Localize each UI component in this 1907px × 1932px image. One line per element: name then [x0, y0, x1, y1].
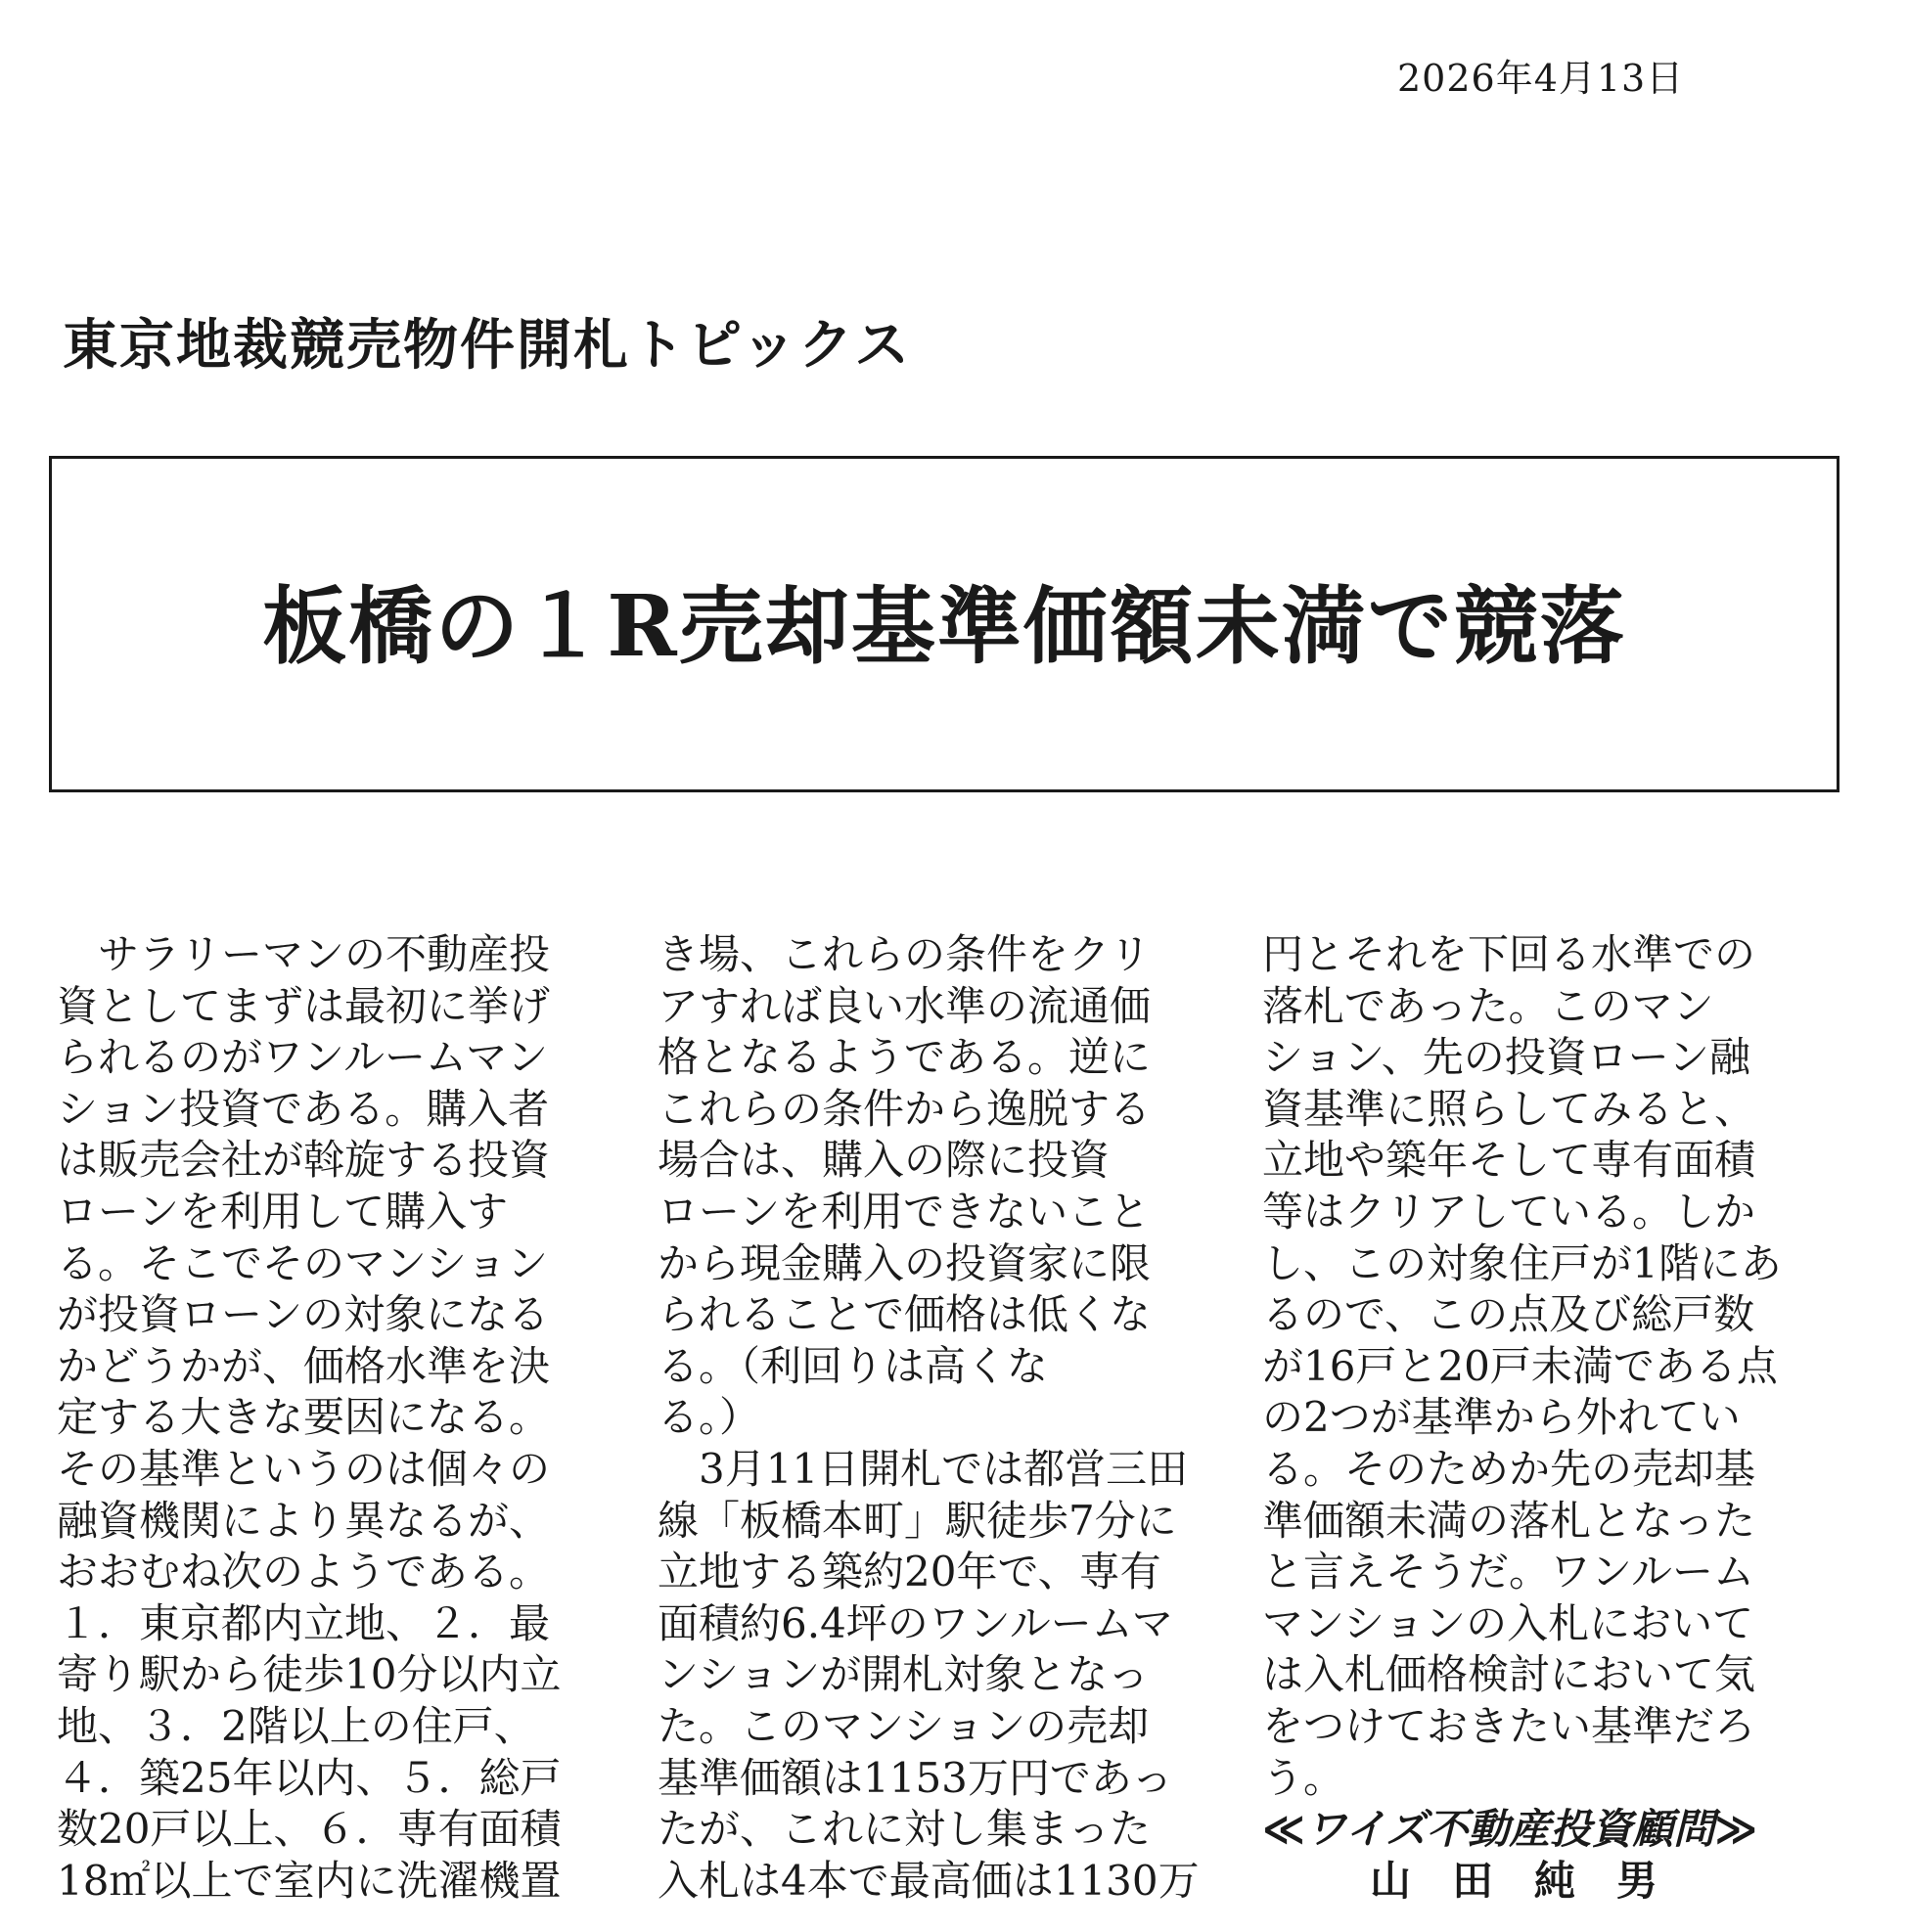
text-line: き場、これらの条件をクリ [658, 930, 1152, 978]
text-line: 融資機関により異なるが、 [57, 1496, 551, 1545]
text-line: をつけておきたい基準だろ [1262, 1701, 1756, 1750]
text-line: る。そのためか先の売却基 [1262, 1444, 1756, 1493]
text-line: し、この対象住戸が1階にあ [1262, 1238, 1782, 1287]
text-line: たが、これに対し集まった [658, 1805, 1152, 1854]
text-line: 等はクリアしている。しか [1262, 1187, 1756, 1236]
text-line: 立地や築年そして専有面積 [1262, 1136, 1756, 1185]
text-line: 資基準に照らしてみると、 [1262, 1084, 1756, 1133]
author-name: 山 田 純 男 [1370, 1856, 1658, 1905]
text-line: から現金購入の投資家に限 [658, 1238, 1152, 1287]
text-line: 3月11日開札では都営三田 [658, 1444, 1189, 1493]
text-line: 円とそれを下回る水準での [1262, 930, 1756, 978]
text-line: 場合は、購入の際に投資 [658, 1136, 1111, 1185]
text-line: られるのがワンルームマン [57, 1033, 549, 1082]
text-line: マンションの入札において [1262, 1598, 1754, 1647]
text-line: 寄り駅から徒歩10分以内立 [57, 1650, 562, 1699]
text-line: サラリーマンの不動産投 [57, 930, 551, 978]
text-line: 準価額未満の落札となった [1262, 1496, 1756, 1545]
text-line: る。（利回りは高くな [658, 1341, 1049, 1390]
text-line: 面積約6.4坪のワンルームマ [658, 1598, 1173, 1647]
text-line: 18㎡以上で室内に洗濯機置 [57, 1856, 562, 1905]
text-line: ション、先の投資ローン融 [1262, 1033, 1750, 1082]
text-line: る。そこでそのマンション [57, 1238, 549, 1287]
text-line: 格となるようである。逆に [658, 1033, 1152, 1082]
text-line: 立地する築約20年で、専有 [658, 1548, 1161, 1596]
text-line: １．東京都内立地、２．最 [57, 1598, 551, 1647]
text-line: るので、この点及び総戸数 [1262, 1290, 1755, 1339]
text-line: ローンを利用して購入す [57, 1187, 509, 1236]
text-line: ション投資である。購入者 [57, 1084, 550, 1133]
text-line: が16戸と20戸未満である点 [1262, 1341, 1778, 1390]
text-line: られることで価格は低くな [658, 1290, 1152, 1339]
text-line: これらの条件から逸脱する [658, 1084, 1152, 1133]
article-column-2 [658, 929, 1235, 1907]
article-column-1 [57, 929, 634, 1907]
text-line: 数20戸以上、６．専有面積 [57, 1805, 562, 1854]
text-line: 落札であった。このマン [1262, 981, 1714, 1030]
text-line: 基準価額は1153万円であっ [658, 1753, 1173, 1802]
series-title: 東京地裁競売物件開札トピックス [63, 314, 912, 378]
text-line: が投資ローンの対象になる [57, 1290, 550, 1339]
byline: ≪ワイズ不動産投資顧問≫ [1262, 1805, 1758, 1854]
text-line: と言えそうだ。ワンルーム [1262, 1548, 1754, 1596]
headline-box [49, 456, 1839, 792]
headline: 板橋の１R売却基準価額未満で競落 [262, 577, 1626, 676]
article-column-3 [1262, 929, 1839, 1907]
text-line: アすれば良い水準の流通価 [658, 981, 1152, 1030]
text-line: ローンを利用できないこと [658, 1187, 1151, 1236]
text-line: は販売会社が斡旋する投資 [57, 1136, 551, 1185]
text-line: かどうかが、価格水準を決 [57, 1341, 551, 1390]
text-line: おおむね次のようである。 [57, 1548, 551, 1596]
text-line: う。 [1262, 1753, 1345, 1802]
text-line: その基準というのは個々の [57, 1444, 551, 1493]
text-line: る。） [658, 1393, 761, 1442]
text-line: の2つが基準から外れてい [1262, 1393, 1741, 1442]
text-line: た。このマンションの売却 [658, 1701, 1150, 1750]
article-date: 2026年4月13日 [1397, 57, 1685, 100]
text-line: ４．築25年以内、５．総戸 [57, 1753, 562, 1802]
text-line: 地、３．2階以上の住戸、 [57, 1701, 535, 1750]
text-line: ンションが開札対象となっ [658, 1650, 1150, 1699]
text-line: 定する大きな要因になる。 [57, 1393, 551, 1442]
text-line: 線「板橋本町」駅徒歩7分に [658, 1496, 1177, 1545]
text-line: は入札価格検討において気 [1262, 1650, 1756, 1699]
text-line: 資としてまずは最初に挙げ [57, 981, 551, 1030]
text-line: 入札は4本で最高価は1130万 [658, 1856, 1200, 1905]
